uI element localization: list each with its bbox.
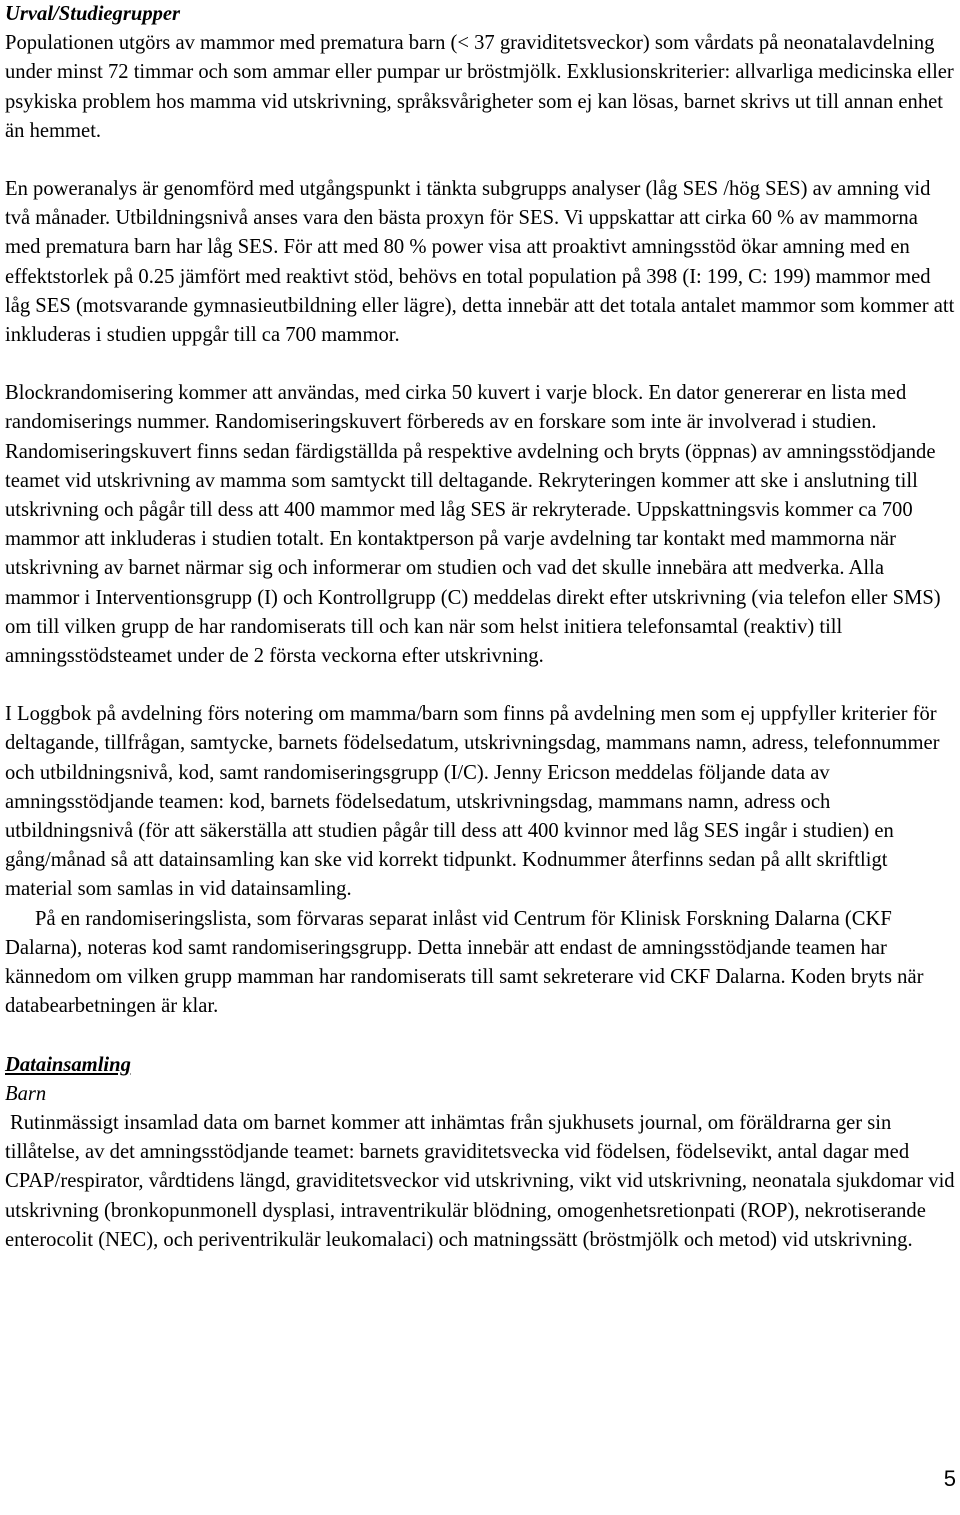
paragraph-gap bbox=[5, 671, 956, 700]
paragraph-loggbok: I Loggbok på avdelning förs notering om mamma/barn som finns på avdelning men som ej uppfyller kriterier för deltagande, tillfrågan, samtycke, barnets födelsedatum, utskrivningsdag, mammans namn, adress, telefonnummer och utbildningsnivå, kod, samt randomiseringsgrupp (I/C). Jenny Ericson meddelas följande data av amningsstödjande teamen: kod, barnets födelsedatum, utskrivningsdag, mammans namn, adress och utbildningsnivå (för att säkerställa att studien pågår till dess att 400 kvinnor med låg SES ingår i studien) en gång/månad så att datainsamling kan ske vid korrekt tidpunkt. Kodnummer återfinns sedan på allt skriftligt material som samlas in vid datainsamling. bbox=[5, 703, 940, 901]
paragraph-gap bbox=[5, 1022, 956, 1051]
paragraph-blockrandomisering: Blockrandomisering kommer att användas, med cirka 50 kuvert i varje block. En dator genererar en lista med randomiserings nummer. Randomiseringskuvert förbereds av en forskare som inte är involverad i studien. Randomiseringskuvert finns sedan färdigställda på respektive avdelning och bryts (öppnas) av amningsstödjande teamet vid utskrivning av mamma som samtyckt till deltagande. Rekryteringen kommer att ske i anslutning till utskrivning och pågår till dess att 400 mammor med låg SES är rekryterade. Uppskattningsvis kommer ca 700 mammor att inkluderas i studien totalt. En kontaktperson på varje avdelning tar kontakt med mammorna när utskrivning av barnet närmar sig och informerar om studien och vad det skulle innebära att medverka. Alla mammor i Interventionsgrupp (I) och Kontrollgrupp (C) meddelas direkt efter utskrivning (via telefon eller SMS) om till vilken grupp de har randomiserats till och kan när som helst initiera telefonsamtal (reaktiv) till amningsstödsteamet under de 2 första veckorna efter utskrivning. bbox=[5, 382, 941, 668]
section-heading-urval: Urval/Studiegrupper bbox=[5, 3, 181, 25]
page-number: 5 bbox=[943, 1466, 956, 1491]
paragraph-randomiseringslista: På en randomiseringslista, som förvaras separat inlåst vid Centrum för Klinisk Forskning Dalarna (CKF Dalarna), noteras kod samt randomiseringsgrupp. Detta innebär att endast de amningsstödjande teamen har kännedom om vilken grupp mamman har randomiserats till samt sekreterare vid CKF Dalarna. Koden bryts när databearbetningen är klar. bbox=[5, 907, 924, 1018]
paragraph-poweranalys: En poweranalys är genomförd med utgångspunkt i tänkta subgrupps analyser (låg SES /hög SES) av amning vid två månader. Utbildningsnivå anses vara den bästa proxyn för SES. Vi uppskattar att cirka 60 % av mammorna med prematura barn har låg SES. För att med 80 % power visa att proaktivt amningsstöd ökar amning med en effektstorlek på 0.25 jämfört med reaktivt stöd, behövs en total population på 398 (I: 199, C: 199) mammor med låg SES (motsvarande gymnasieutbildning eller lägre), detta innebär att det totala antalet mammor som kommer att inkluderas i studien uppgår till ca 700 mammor. bbox=[5, 178, 955, 347]
subheading-barn: Barn bbox=[5, 1082, 47, 1105]
section-heading-datainsamling: Datainsamling bbox=[5, 1053, 131, 1076]
paragraph-gap bbox=[5, 350, 956, 379]
paragraph-population: Populationen utgörs av mammor med prematura barn (< 37 graviditetsveckor) som vårdats på neonatalavdelning under minst 72 timmar och som ammar eller pumpar ur bröstmjölk. Exklusionskriterier: allvarliga medicinska eller psykiska problem hos mamma vid utskrivning, språksvårigheter som ej kan lösas, barnet skrivs ut till annan enhet än hemmet. bbox=[5, 32, 954, 142]
paragraph-gap bbox=[5, 146, 956, 175]
paragraph-rutinmassigt: Rutinmässigt insamlad data om barnet kommer att inhämtas från sjukhusets journal, om föräldrarna ger sin tillåtelse, av det amningsstödjande teamet: barnets graviditetsvecka vid födelsen, födelsevikt, antal dagar med CPAP/respirator, vårdtidens längd, graviditetsveckor vid utskrivning, vikt vid utskrivning, neonatala sjukdomar vid utskrivning (bronkopunmonell dysplasi, intraventrikulär blödning, omogenhetsretionpati (ROP), nekrotiserande enterocolit (NEC), och periventrikulär leukomalaci) och matningssätt (bröstmjölk och metod) vid utskrivning. bbox=[5, 1111, 955, 1251]
